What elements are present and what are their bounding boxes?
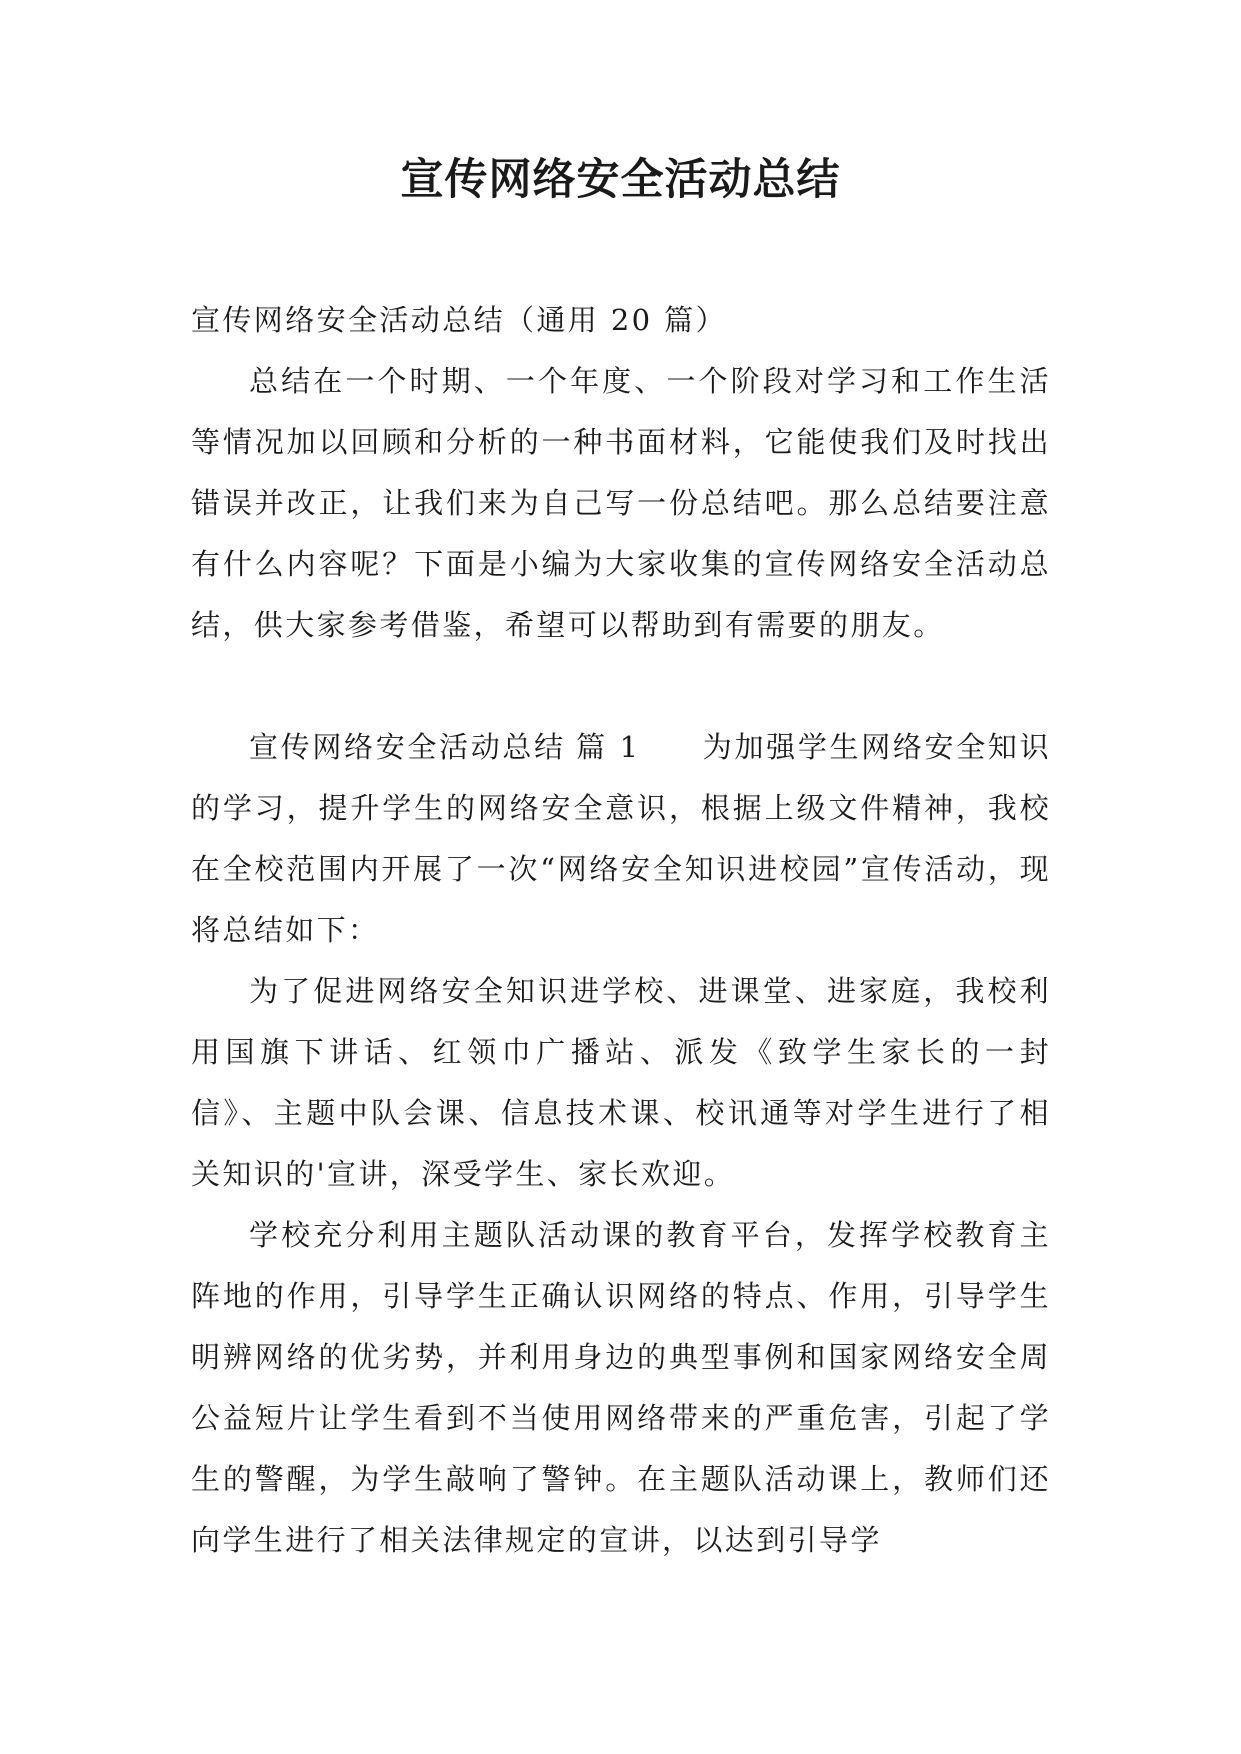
document-body xyxy=(191,290,1051,1571)
body-paragraph: 学校充分利用主题队活动课的教育平台，发挥学校教育主阵地的作用，引导学生正确认识网络的特点、作用，引导学生明辨网络的优劣势，并利用身边的典型事例和国家网络安全周公益短片让学生看到不当使用网络带来的严重危害，引起了学生的警醒，为学生敲响了警钟。在主题队活动课上，教师们还向学生进行了相关法律规定的宣讲，以达到引导学 xyxy=(191,1218,1051,1557)
section-1-lead: 为加强学生网络安全知识的学习，提升学生的网络安全意识，根据上级文件精神，我校在全校范围内开展了一次“网络安全知识进校园”宣传活动，现将总结如下： xyxy=(191,730,1051,947)
section-1-heading: 宣传网络安全活动总结 xyxy=(249,730,566,764)
body-paragraph: 为了促进网络安全知识进学校、进课堂、进家庭，我校利用国旗下讲话、红领巾广播站、派发《致学生家长的一封信》、主题中队会课、信息技术课、校讯通等对学生进行了相关知识的'宣讲，深受学生、家长欢迎。 xyxy=(191,974,1051,1191)
section-1-label: 篇 1 xyxy=(575,730,641,764)
section-spacer xyxy=(191,656,1051,717)
document-title: 宣传网络安全活动总结 xyxy=(400,155,841,205)
section-1-paragraph xyxy=(191,717,1051,961)
document-subtitle: 宣传网络安全活动总结（通用 20 篇） xyxy=(191,303,727,337)
intro-paragraph: 总结在一个时期、一个年度、一个阶段对学习和工作生活等情况加以回顾和分析的一种书面材料，它能使我们及时找出错误并改正，让我们来为自己写一份总结吧。那么总结要注意有什么内容呢？下面是小编为大家收集的宣传网络安全活动总结，供大家参考借鉴，希望可以帮助到有需要的朋友。 xyxy=(191,364,1051,642)
